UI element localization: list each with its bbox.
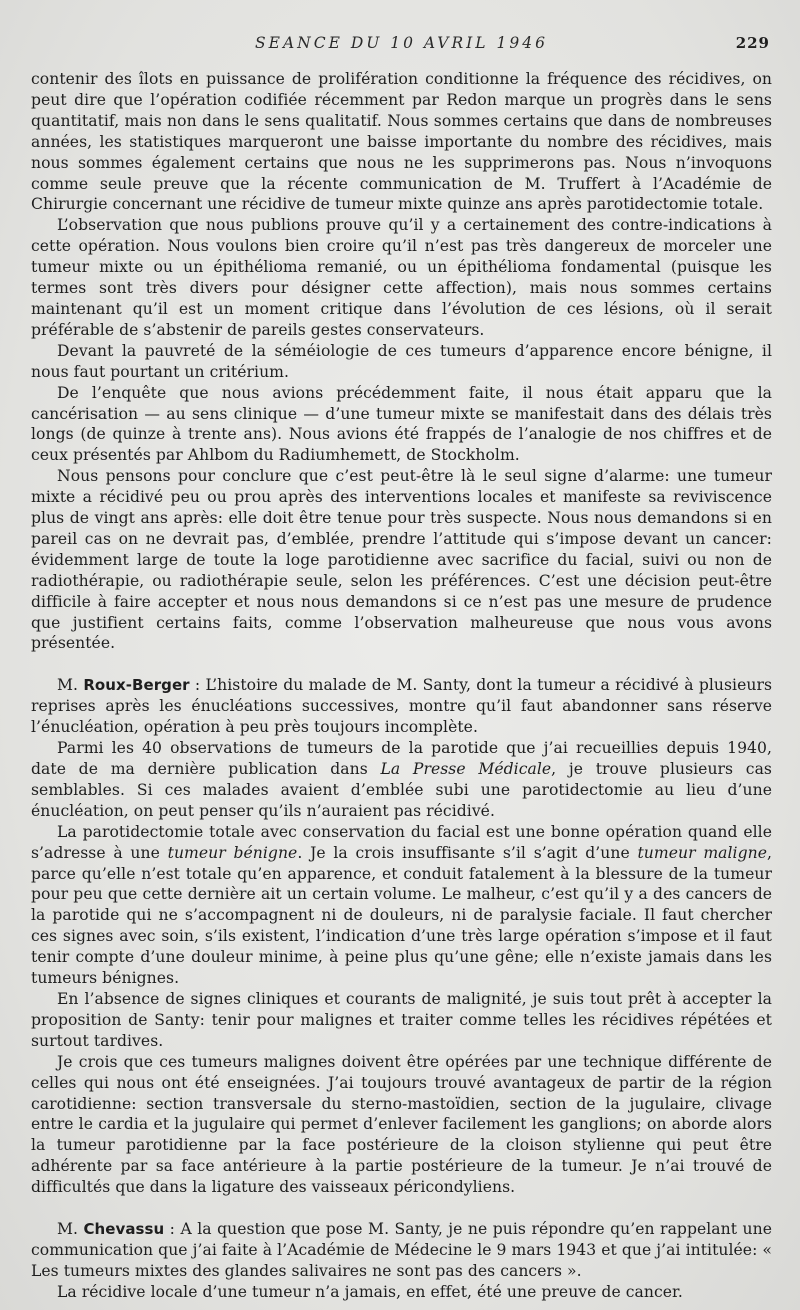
paragraph: Nous pensons pour conclure que c’est peut-être là le seul signe d’alarme: une tumeur mixte a récidivé peu ou prou après des interventions locales et manifeste sa reviviscence plus de vingt ans après: elle doit être tenue pour très suspecte. Nous nous demandons si en pareil cas on ne devrait pas, d’emblée, prendre l’attitude qui s’impose devant un cancer: évidemment large de toute la loge parotidienne avec sacrifice du facial, suivi ou non de radiothérapie, ou radiothérapie seule, selon les préférences. C’est une décision peut-être difficile à faire accepter et nous nous demandons si ce n’est pas une mesure de prudence que justifient certains faits, comme l’observation malheureuse que nous vous avons présentée. xyxy=(31,467,772,653)
running-header xyxy=(31,34,772,62)
paragraph xyxy=(31,675,772,738)
paragraph xyxy=(31,822,772,989)
text-run: Parmi les 40 observations de tumeurs de la parotide que j’ai recueillies depuis 1940, date de ma dernière publication dans xyxy=(31,739,772,778)
speaker-name: Chevassu xyxy=(83,1220,165,1239)
page-number: 229 xyxy=(735,34,770,52)
text-run: . Je la crois insuffisante s’il s’agit d’une xyxy=(297,843,638,862)
roux-berger-section xyxy=(31,675,772,1198)
paragraph xyxy=(31,1219,772,1282)
paragraph: De l’enquête que nous avions précédemment faite, il nous était apparu que la cancérisation — au sens clinique — d’une tumeur mixte se manifestait dans des délais très longs (de quinze à trente ans). Nous avions été frappés de l’analogie de nos chiffres et de ceux présentés par Ahlbom du Radiumhemett, de Stockholm. xyxy=(31,383,772,465)
paragraph: La récidive locale d’une tumeur n’a jamais, en effet, été une preuve de cancer. xyxy=(57,1282,683,1301)
paragraph: contenir des îlots en puissance de prolifération conditionne la fréquence des récidives, on peut dire que l’opération codifiée récemment par Redon marque un progrès dans le sens quantitatif, mais non dans le sens qualitatif. Nous sommes certains que dans de nombreuses années, les statistiques marqueront une baisse importante du nombre des récidives, mais nous sommes également certains que nous ne les supprimerons pas. Nous n’invoquons comme seule preuve que la récente communication de M. Truffert à l’Académie de Chirurgie concernant une récidive de tumeur mixte quinze ans après parotidectomie totale. xyxy=(31,70,772,214)
running-title: SEANCE DU 10 AVRIL 1946 xyxy=(255,34,548,52)
emphasis: tumeur bénigne xyxy=(167,843,298,862)
paragraph: L’observation que nous publions prouve qu’il y a certainement des contre-indications à cette opération. Nous voulons bien croire qu’il n’est pas très dangereux de morceler une tumeur mixte ou un épithélioma remanié, ou un épithélioma fondamental (puisque les termes sont très divers pour désigner cette affection), mais nous sommes certains maintenant qu’il est un moment critique dans l’évolution de ces lésions, où il serait préférable de s’abstenir de pareils gestes conservateurs. xyxy=(31,216,772,339)
speaker-prefix: M. xyxy=(57,676,84,695)
chevassu-section xyxy=(31,1219,772,1303)
intro-section xyxy=(31,69,772,654)
body-text xyxy=(31,69,772,1303)
emphasis: tumeur maligne xyxy=(637,843,767,862)
text-run: , je trouve plusieurs cas semblables. Si ces malades avaient d’emblée subi une parotidectomie au lieu d’une énucléation, on peut penser qu’ils n’auraient pas récidivé. xyxy=(31,760,772,820)
speaker-prefix: M. xyxy=(57,1220,84,1239)
speaker-separator: : xyxy=(164,1220,181,1239)
speaker-separator: : xyxy=(189,676,206,695)
paragraph: Je crois que ces tumeurs malignes doivent être opérées par une technique différente de celles qui nous ont été enseignées. J’ai toujours trouvé avantageux de partir de la région carotidienne: section transversale du sterno-mastoïdien, section de la jugulaire, clivage entre le cardia et la jugulaire qui permet d’enlever facilement les ganglions; on aborde alors la tumeur parotidienne par la face postérieure de la cloison stylienne qui peut être adhérente par sa face antérieure à la partie postérieure de la tumeur. Je n’ai trouvé de difficultés que dans la ligature des vaisseaux péricondyliens. xyxy=(31,1052,772,1197)
text-run: La parotidectomie totale avec conservation du facial est une bonne opération quand elle s’adresse à une xyxy=(31,822,772,862)
paragraph-text: L’histoire du malade de M. Santy, dont la tumeur a récidivé à plusieurs reprises après les énucléations successives, montre qu’il faut abandonner sans réserve l’énucléation, opération à peu près toujours incomplète. xyxy=(31,676,773,737)
paragraph: Devant la pauvreté de la séméiologie de ces tumeurs d’apparence encore bénigne, il nous faut pourtant un critérium. xyxy=(31,341,772,381)
paragraph xyxy=(31,738,772,822)
speaker-name: Roux-Berger xyxy=(83,676,190,695)
paragraph-text: A la question que pose M. Santy, je ne puis répondre qu’en rappelant une communication que j’ai faite à l’Académie de Médecine le 9 mars 1943 et que j’ai intitulée: « Les tumeurs mixtes des glandes salivaires ne sont pas des cancers ». xyxy=(31,1220,772,1280)
text-run: , parce qu’elle n’est totale qu’en apparence, et conduit fatalement à la blessure de la tumeur pour peu que cette dernière ait un certain volume. Le malheur, c’est qu’il y a des cancers de la parotide qui ne s’accompagnent ni de douleurs, ni de paralysie faciale. Il faut chercher ces signes avec soin, s’ils existent, l’indication d’une très large opération s’impose et il faut tenir compte d’une douleur minime, à peine plus qu’une gêne; elle n’existe jamais dans les tumeurs bénignes. xyxy=(31,843,773,988)
journal-title: La Presse Médicale xyxy=(380,760,552,778)
paragraph: En l’absence de signes cliniques et courants de malignité, je suis tout prêt à accepter la proposition de Santy: tenir pour malignes et traiter comme telles les récidives répétées et surtout tardives. xyxy=(31,989,772,1050)
